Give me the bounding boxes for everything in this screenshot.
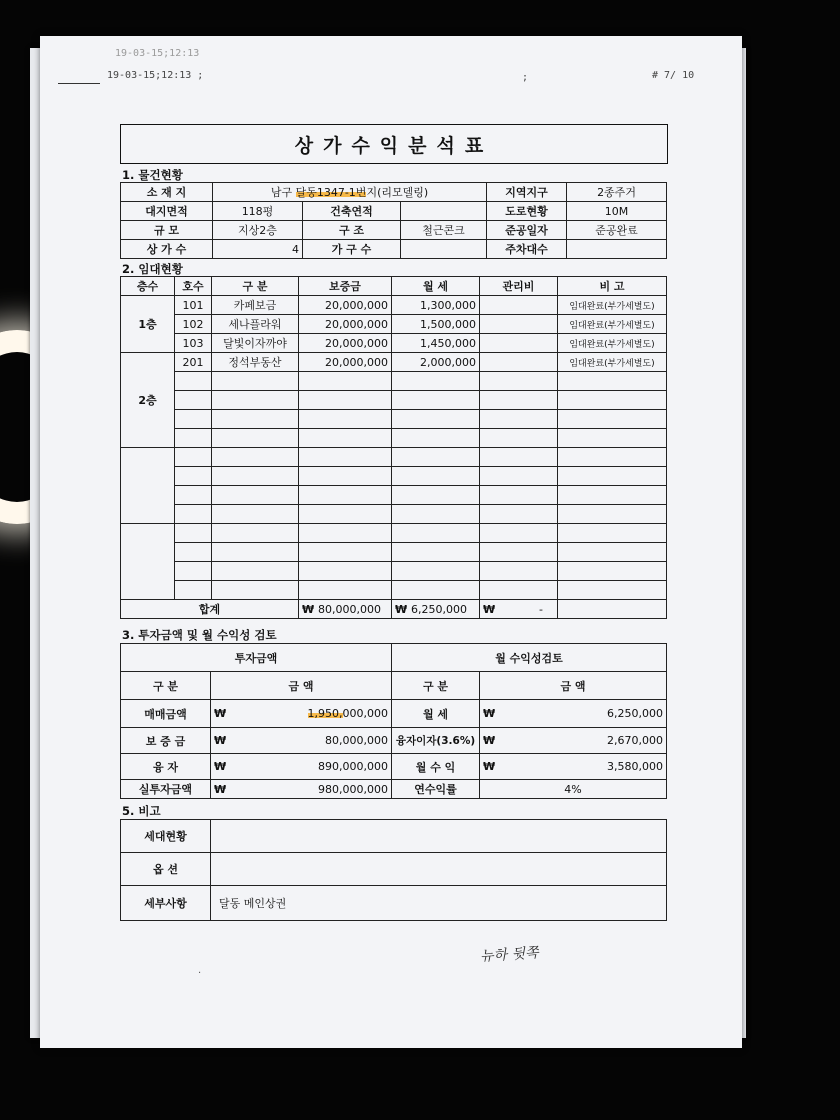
empty-row [121,372,667,391]
rent-amount: 2,000,000 [392,353,480,372]
col-amount: 금 액 [211,672,392,700]
table-row [121,754,667,780]
property-row-location [121,183,667,202]
header-category: 구 분 [212,277,299,296]
unit-number: 201 [175,353,212,372]
fax-separator: ; [522,72,529,83]
fax-header-faint: 19-03-15;12:13 [115,48,200,59]
label-loan-interest: 융자이자(3.6%) [392,728,480,754]
total-label: 합계 [121,600,299,619]
label-actual-investment: 실투자금액 [121,780,211,799]
table-row [121,853,667,886]
purchase-price-highlight: 1,950, [307,707,343,720]
monthly-rent [480,700,667,728]
value-options [211,853,667,886]
fee-amount [480,296,558,315]
col-amount-2: 금 액 [480,672,667,700]
won-sign: ₩ [214,760,227,773]
table-row [121,700,667,728]
purchase-price-rest: 000,000 [342,707,389,720]
label-zone: 지역지구 [487,183,567,202]
loan-interest-value: 2,670,000 [607,734,664,747]
value-store-count: 4 [213,240,303,259]
loan-interest [480,728,667,754]
won-sign: ₩ [483,734,496,747]
fee-amount [480,334,558,353]
rent-amount: 1,300,000 [392,296,480,315]
fax-underline [58,83,100,84]
lease-note: 임대완료(부가세별도) [558,334,667,353]
label-loan: 융 자 [121,754,211,780]
empty-row [121,410,667,429]
value-zone: 2종주거 [567,183,667,202]
col-category: 구 분 [121,672,211,700]
actual-investment-value: 980,000,000 [318,782,389,796]
total-rent-value: 6,250,000 [411,602,467,616]
value-parking [567,240,667,259]
value-structure: 철근콘크 [401,221,487,240]
investment-head: 투자금액 [121,644,392,672]
won-sign: ₩ [302,602,315,616]
floor-2-label: 2층 [121,353,175,448]
header-note: 비 고 [558,277,667,296]
property-row-count [121,240,667,259]
label-parking: 주차대수 [487,240,567,259]
deposit-amount: 20,000,000 [299,353,392,372]
document-page [40,36,742,1048]
won-sign: ₩ [483,760,496,773]
total-deposit-value: 80,000,000 [318,602,381,616]
deposit-amount: 20,000,000 [299,315,392,334]
label-options: 옵 션 [121,853,211,886]
won-sign: ₩ [214,734,227,747]
label-road: 도로현황 [487,202,567,221]
empty-row [121,391,667,410]
empty-row [121,429,667,448]
empty-row [121,467,667,486]
total-deposit [299,600,392,619]
tenant-name: 카페보금 [212,296,299,315]
unit-number: 101 [175,296,212,315]
deposit-amount: 20,000,000 [299,296,392,315]
section-3-heading: 3. 투자금액 및 월 수익성 검토 [122,628,277,642]
table-row [121,334,667,353]
investment-head-row [121,644,667,672]
property-table [120,182,667,259]
total-fee [480,600,558,619]
location-suffix: 지(리모델링) [366,186,429,199]
table-row [121,780,667,799]
section-1-heading: 1. 물건현황 [122,168,183,182]
label-monthly-rent: 월 세 [392,700,480,728]
won-sign: ₩ [214,707,227,720]
lease-table [120,276,667,619]
loan-value: 890,000,000 [318,760,389,773]
value-completion: 준공완료 [567,221,667,240]
table-row [121,886,667,921]
label-store-count: 상 가 수 [121,240,213,259]
header-fee: 관리비 [480,277,558,296]
location-highlight: 달동1347-1번 [295,186,367,199]
fax-page-number: # 7/ 10 [652,70,695,81]
total-fee-value: - [539,602,543,616]
paper-speck: · [198,968,202,979]
label-building-area: 건축연적 [303,202,401,221]
value-land-area: 118평 [213,202,303,221]
section-5-heading: 5. 비고 [122,804,161,818]
lease-note: 임대완료(부가세별도) [558,296,667,315]
label-household: 세대현황 [121,820,211,853]
value-building-area [401,202,487,221]
value-scale: 지상2층 [213,221,303,240]
deposit-value: 80,000,000 [325,734,389,747]
annual-yield: 4% [480,780,667,799]
rent-amount: 1,450,000 [392,334,480,353]
header-floor: 층수 [121,277,175,296]
table-row [121,353,667,372]
table-row [121,728,667,754]
empty-row [121,505,667,524]
total-rent [392,600,480,619]
monthly-return-head: 월 수익성검토 [392,644,667,672]
property-row-area [121,202,667,221]
monthly-income-value: 3,580,000 [607,760,664,773]
label-annual-yield: 연수익률 [392,780,480,799]
label-structure: 구 조 [303,221,401,240]
investment-subhead-row [121,672,667,700]
empty-row [121,448,667,467]
empty-row [121,543,667,562]
label-details: 세부사항 [121,886,211,921]
fee-amount [480,353,558,372]
value-location [213,183,487,202]
tenant-name: 정석부동산 [212,353,299,372]
label-scale: 규 모 [121,221,213,240]
deposit-amount: 20,000,000 [299,334,392,353]
label-location: 소 재 지 [121,183,213,202]
fee-amount [480,315,558,334]
section-2-heading: 2. 임대현황 [122,262,183,276]
total-note [558,600,667,619]
property-row-scale [121,221,667,240]
value-road: 10M [567,202,667,221]
investment-table [120,643,667,799]
table-row [121,315,667,334]
header-deposit: 보증금 [299,277,392,296]
unit-number: 103 [175,334,212,353]
floor-1-label: 1층 [121,296,175,353]
header-unit: 호수 [175,277,212,296]
label-household-count: 가 구 수 [303,240,401,259]
remarks-table [120,819,667,921]
label-deposit: 보 증 금 [121,728,211,754]
table-row [121,296,667,315]
lease-total-row [121,600,667,619]
deposit [211,728,392,754]
location-district: 남구 [270,186,296,199]
col-category-2: 구 분 [392,672,480,700]
label-completion: 준공일자 [487,221,567,240]
purchase-price [211,700,392,728]
lease-note: 임대완료(부가세별도) [558,315,667,334]
document-title: 상가수익분석표 [120,124,668,164]
fax-header-timestamp: 19-03-15;12:13 ; [107,70,204,81]
monthly-rent-value: 6,250,000 [607,707,664,720]
value-details: 달동 메인상권 [211,886,667,921]
won-sign: ₩ [214,782,227,796]
tenant-name: 달빛이자까야 [212,334,299,353]
empty-row [121,524,667,543]
value-household-count [401,240,487,259]
empty-row [121,581,667,600]
empty-row [121,562,667,581]
lease-note: 임대완료(부가세별도) [558,353,667,372]
won-sign: ₩ [395,602,408,616]
lease-header-row [121,277,667,296]
handwritten-note: 뉴하 뒷쪽 [479,944,540,966]
tenant-name: 세나플라워 [212,315,299,334]
label-purchase-price: 매매금액 [121,700,211,728]
loan [211,754,392,780]
header-rent: 월 세 [392,277,480,296]
rent-amount: 1,500,000 [392,315,480,334]
unit-number: 102 [175,315,212,334]
won-sign: ₩ [483,602,496,616]
monthly-income [480,754,667,780]
table-row [121,820,667,853]
empty-row [121,486,667,505]
label-land-area: 대지면적 [121,202,213,221]
label-monthly-income: 월 수 익 [392,754,480,780]
actual-investment [211,780,392,799]
won-sign: ₩ [483,707,496,720]
value-household [211,820,667,853]
